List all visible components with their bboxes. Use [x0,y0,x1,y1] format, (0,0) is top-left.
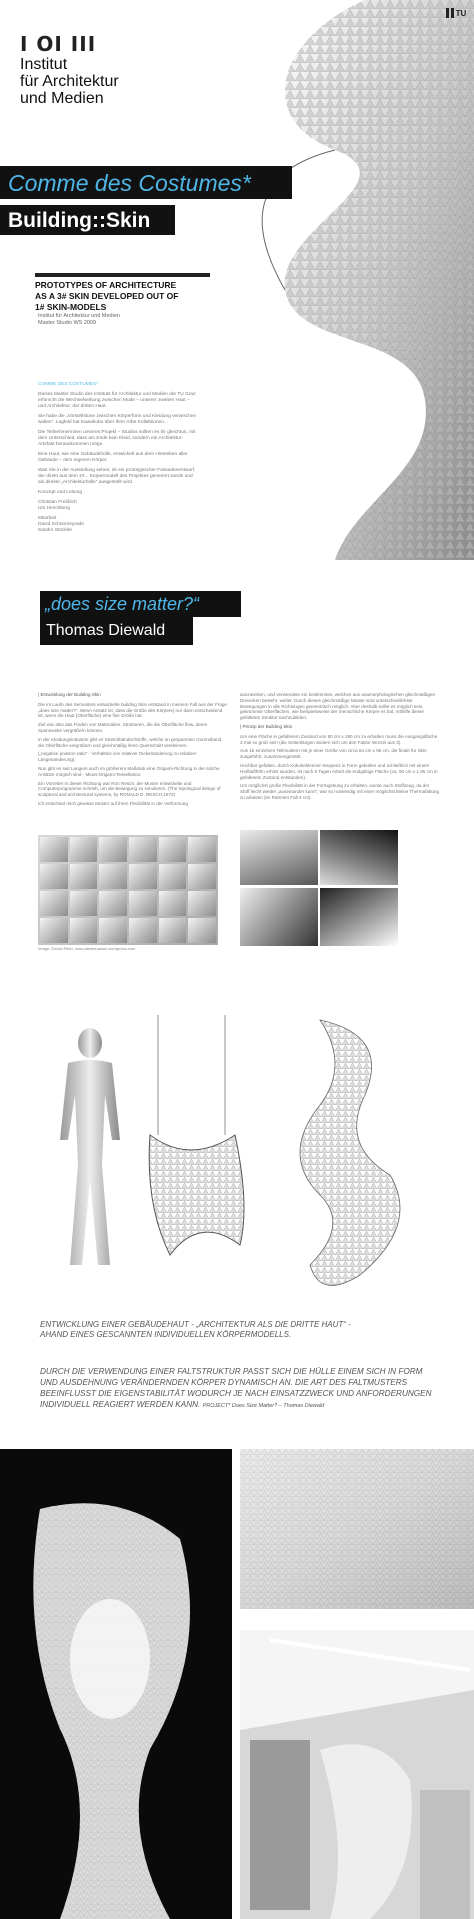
intro-paragraph: Mitarbeit David Schönmeyrade Sandro Stöckler [38,516,84,533]
twisted-skin-model [300,1020,400,1285]
institute-logo-mark: I OI III [20,32,97,56]
heading-line: PROTOTYPES OF ARCHITECTURE [35,280,177,290]
column-paragraph: Um eine Fläche in gefaltetem Zustand von 90 cm x 190 cm zu erhalten muss die Ausgangsfläche 3 mal so groß sein (die Seitenlängen ändern sich um den Faktor Wurzel aus 3). [240,733,438,745]
column-paragraph: Ein Vorreiter in dieser Richtung war Ron Resch, der Muster entwickelte und Computerprogramme schrieb, um die Bewegung zu simulieren. (The topological design of sculptural and architectural systems, by RONALD D. RESCH,1973) [38,780,221,798]
project-question: „does size matter?“ [45,594,200,614]
institute-line: und Medien [20,90,104,107]
column-paragraph: In der Kleidungsindustrie gibt es Stretchbänder/Stoffe, welche im gespannten Gummiband, die Oberfläche vergrößern und gleichmäßig ihren Querschnitt verkleinern. [38,736,223,748]
column-heading: | Prinzip der Building Skin [240,723,293,729]
fold-photo [240,888,318,946]
dark-installation-photo [0,1449,232,1919]
intro-text [38,382,198,538]
column-paragraph: Nun gibt es seit Langem auch im größerem Maßstab eine Origami-Richtung in der solche Ansätze möglich sind - Miura-Origami-Tessellation. [38,765,220,777]
intro-paragraph: Dieses Master Studio des Instituts für Architektur und Medien der TU Graz erforscht die Wechselwirkung zwischen Mode – unserer zweiten Haut – und Architektur, der dritten Haut. [38,392,196,409]
statement-credit: PROJECT* Does Size Matter? – Thomas Diewald [202,1403,325,1409]
column-paragraph: Die im Laufe des Semesters entwickelte building Skin entstand in meinem Fall aus der Frage „does size matter?“. Wenn Ansatz ist, dass die Größe des Körpers) nur dann entscheidend ist, wenn die Haut (Oberfläche) eine fixe Größe hat. [38,701,227,719]
institute-name [20,56,180,107]
column-paragraph: Ich entschied mich gewisse Muster auf ihren Flexibilität in der Verformung [38,800,188,806]
subtitle: Building::Skin [8,209,151,232]
tu-logo [444,6,468,20]
fold-photo [320,830,398,885]
human-body-figure [60,1028,120,1265]
intro-paragraph: Sie habe die „Vorstellstone zwischen Körperform und Kleidung verwischen wollen“. Lagfeld hat Kawakubo über ihrer Arbe Kollektionen... [38,414,197,425]
intro-paragraph: Was Sie in der Ausstellung sehen, ist ein prototypischer Fassadenentwurf, der direkt aus dem 1#... Körpermodell des Projektes generiert wurde und als direkte „Architekturhülle“ ausgestellt wird. [38,468,196,485]
fold-photo [320,888,398,946]
intro-paragraph: Eine Haut, wie eine Gebäudehülle, entwickelt aus dem Hintreiben aller Gebäude – dem eigenen Körper. [38,452,188,463]
column-paragraph: Um möglichst große Flexibilität in der Formgebung zu erhalten, wurde auch Stoffzeug, da der Stoff leicht wieder „auseinander kann“; war so notwendig mit einer möglichst kleine Thermafaltung zu arbeiten (im Rahmen Fall 4 cm). [240,783,439,800]
institute-line: für Architektur [20,73,119,90]
column-paragraph: („negative poisson ratio“ - Verhältnis von relativer Dickenänderung zu relativer Längenänderung). [38,751,197,763]
course-title: Comme des Costumes* [8,170,251,196]
institute-line: Institut [20,56,68,73]
intro-accent: COMME DES COSTUMES* [38,382,98,387]
sub-line: Master Studio WS 2009 [38,320,97,326]
text-column-right [240,692,440,804]
hanging-skin-model [149,1135,244,1255]
image-credit: Image: Daniel Piker, www.atelierhansel.wordpress.com [38,946,136,951]
text-column-left [38,692,228,810]
column-paragraph: Ziel war also das Finden von Materialien, Strukturen, die die Oberfläche flow, deren Spannweite vergrößern können. [38,722,208,733]
prototypes-heading [35,273,210,313]
subtitle-bar [0,205,175,235]
hero-sculpture-image [215,0,474,560]
prototypes-subtext [38,313,198,327]
origami-pattern-collage [38,835,218,945]
column-heading: | Entwicklung der Building Skin [38,692,101,697]
folded-surface-closeup [240,1449,474,1609]
statement-paragraph [40,1366,440,1412]
column-paragraph: Aus 16 einzelnen Teilmustern mit je einer Größe von circa 64 cm x 95 cm, die finale fur Skin zusgeführt, zusammengenäht. [240,748,427,760]
tu-badge-text: TU [455,8,467,18]
statement-heading [40,1320,440,1340]
author-name: Thomas Diewald [46,622,166,639]
statement-line: AHAND EINES GESCANNTEN INDIVIDUELLEN KÖRPERMODELLS. [40,1330,292,1339]
heading-line: AS A 3# SKIN DEVELOPED OUT OF [35,291,179,301]
intro-paragraph: Konzept und Leitung [38,490,83,495]
course-title-bar [0,166,292,199]
statement-text: DURCH DIE VERWENDUNG EINER FALTSTRUKTUR PASST SICH DIE HÜLLE EINEM SICH IN FORM UND AUSDEHNUNG VERÄNDERNDEN KÖRPER DYNAMISCH AN. DIE ART DES FALTMUSTERS BEEINFLUSST DIE EIGENSTABILITÄT WODURCH JE NACH EINSATZZWECK UND ANFORDERUNGEN INDIVIDUELL REAGIERT WERDEN KANN. [40,1367,432,1409]
exhibition-hall-photo [240,1630,474,1919]
statement-line: ENTWICKLUNG EINER GEBÄUDEHAUT - „ARCHITEKTUR ALS DIE DRITTE HAUT“ - [40,1320,351,1329]
intro-paragraph: Christian Freißlich Urs Hirschberg [38,500,77,511]
intro-paragraph: Die Teilnehmerinnen unseres Projekt – Studios sollten es ihr gleichtun, mit dem Unterschied, dass am Ende kein Kleid, sondern ein Architektur-Artefakt herauskommen möge. [38,430,196,447]
sub-line: Institut für Architektur und Medien [38,313,120,319]
fold-photo [240,830,318,885]
heading-line: 1# SKIN-MODELS [35,302,107,312]
author-bar [40,617,193,645]
body-scan-to-skin-sequence [20,1015,430,1305]
column-paragraph: auszutesten, und verwendete ein bestimmtes, welches aus anamorphologischen gleichmäßigen Dreiecken besteht. weiter. Durch dieses gleichmäßige Muster sind unterschiedlichste Bewegungen in alle Richtungen geometrisch möglich. Aber deshalb sollte es möglich sein, gekrümmte Oberflächen, wie beispielsweise der menschliche Körper es hat, mithilfe dieser gefalteten Struktur nachzubilden. [240,692,436,721]
project-question-bar [40,591,241,617]
column-paragraph: Hochbar gefalten, durch Kokokeblenner-Sequenz in Form gebulten und schließlich mit einem Heißluftföhn erhitzt wurden, ist nach 5 Tagen Arbeit die endgültige Fläche (ca. 90 cm x 1,95 cm in gefaltetem Zustand entstanden). [240,762,438,780]
